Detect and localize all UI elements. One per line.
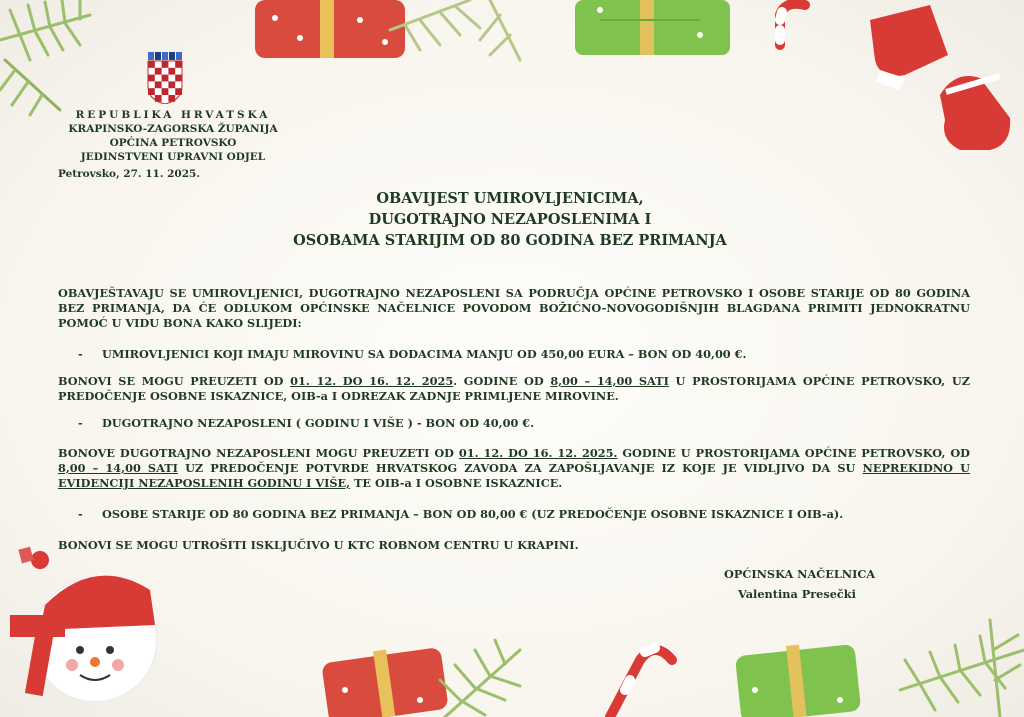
notice-title <box>250 188 770 251</box>
bullet-dash: - <box>78 416 83 430</box>
para2-text-4: TE OIB-a I OSOBNE ISKAZNICE. <box>350 476 563 490</box>
para2-hours: 8,00 – 14,00 SATI <box>58 461 178 475</box>
gift-green-top-icon <box>575 0 730 55</box>
signature-block <box>724 564 875 604</box>
para2-dates: 01. 12. DO 16. 12. 2025. <box>458 446 618 460</box>
header-office: JEDINSTVENI UPRAVNI ODJEL <box>80 151 266 163</box>
bullet-pensioners <box>78 347 746 361</box>
candy-cane-bottom-icon <box>610 648 672 717</box>
document-date: Petrovsko, 27. 11. 2025. <box>58 168 201 180</box>
bullet-elderly <box>78 507 843 521</box>
pensioners-pickup-paragraph <box>58 374 970 404</box>
bullet-unemployed-text: DUGOTRAJNO NEZAPOSLENI ( GODINU I VIŠE ) - BON OD 40,00 €. <box>102 416 535 430</box>
bullet-elderly-text: OSOBE STARIJE OD 80 GODINA BEZ PRIMANJA – BON OD 80,00 € (UZ PREDOČENJE OSOBNE ISKAZNICE I OIB-a). <box>102 507 844 521</box>
pine-branch-bottom-right-icon <box>900 620 1024 717</box>
header-republic: REPUBLIKA HRVATSKA <box>75 109 271 121</box>
para1-dates: 01. 12. DO 16. 12. 2025 <box>290 374 454 388</box>
title-line-2: DUGOTRAJNO NEZAPOSLENIMA I <box>368 211 652 228</box>
para1-text-2: . GODINE OD <box>453 374 551 388</box>
pine-branch-bottom-center-icon <box>440 640 520 717</box>
para1-text-3: U PROSTORIJAMA OPĆINE PETROVSKO, UZ PREDOČENJE OSOBNE ISKAZNICE, OIB-a I ODREZAK ZADNJE PRIMLJENE MIROVINE. <box>58 374 971 403</box>
bullet-pensioners-text: UMIROVLJENICI KOJI IMAJU MIROVINU SA DODACIMA MANJU OD 450,00 EURA – BON OD 40,00 €. <box>102 347 747 361</box>
para2-text-3: UZ PREDOČENJE POTVRDE HRVATSKOG ZAVODA ZA ZAPOŠLJAVANJE IZ KOJE JE VIDLJIVO DA SU <box>177 461 863 475</box>
closing-paragraph: BONOVI SE MOGU UTROŠITI ISKLJUČIVO U KTC ROBNOM CENTRU U KRAPINI. <box>58 538 579 552</box>
unemployed-pickup-paragraph <box>58 446 970 491</box>
bullet-dash: - <box>78 507 83 521</box>
bullet-dash: - <box>78 347 83 361</box>
snowman-icon <box>10 547 157 702</box>
bullet-unemployed <box>78 416 534 430</box>
candy-cane-top-icon <box>780 4 805 45</box>
gift-green-bottom-icon <box>735 644 861 717</box>
gift-red-top-icon <box>255 0 405 58</box>
header-block <box>58 52 288 164</box>
title-line-1: OBAVIJEST UMIROVLJENICIMA, <box>376 190 644 207</box>
signature-role: OPĆINSKA NAČELNICA <box>724 567 876 581</box>
para1-hours: 8,00 – 14,00 SATI <box>550 374 669 388</box>
intro-paragraph: OBAVJEŠTAVAJU SE UMIROVLJENICI, DUGOTRAJNO NEZAPOSLENI SA PODRUČJA OPĆINE PETROVSKO I OSOBE STARIJE OD 80 GODINA BEZ PRIMANJA, DA ĆE ODLUKOM OPĆINSKE NAČELNICE POVODOM BOŽIĆNO-NOVOGODIŠNJIH BLAGDANA PRIMITI JEDNOKRATNU POMOĆ U VIDU BONA KAKO SLIJEDI: <box>58 286 970 330</box>
mitten-top-icon <box>870 5 1010 150</box>
header-county: KRAPINSKO-ZAGORSKA ŽUPANIJA <box>68 123 278 135</box>
header-municipality: OPĆINA PETROVSKO <box>109 137 237 149</box>
croatian-coat-of-arms-icon <box>146 52 184 104</box>
title-line-3: OSOBAMA STARIJIM OD 80 GODINA BEZ PRIMANJA <box>293 232 727 249</box>
para2-text-2: GODINE U PROSTORIJAMA OPĆINE PETROVSKO, OD <box>617 446 970 460</box>
para1-text-1: BONOVI SE MOGU PREUZETI OD <box>58 374 291 388</box>
signature-name: Valentina Presečki <box>738 587 856 601</box>
gift-red-bottom-icon <box>321 647 448 717</box>
para2-condition: NEPREKIDNO U EVIDENCIJI NEZAPOSLENIH GODINU I VIŠE, <box>58 461 970 490</box>
pine-branch-top-center-icon <box>390 0 520 60</box>
para2-text-1: BONOVE DUGOTRAJNO NEZAPOSLENI MOGU PREUZETI OD <box>58 446 459 460</box>
